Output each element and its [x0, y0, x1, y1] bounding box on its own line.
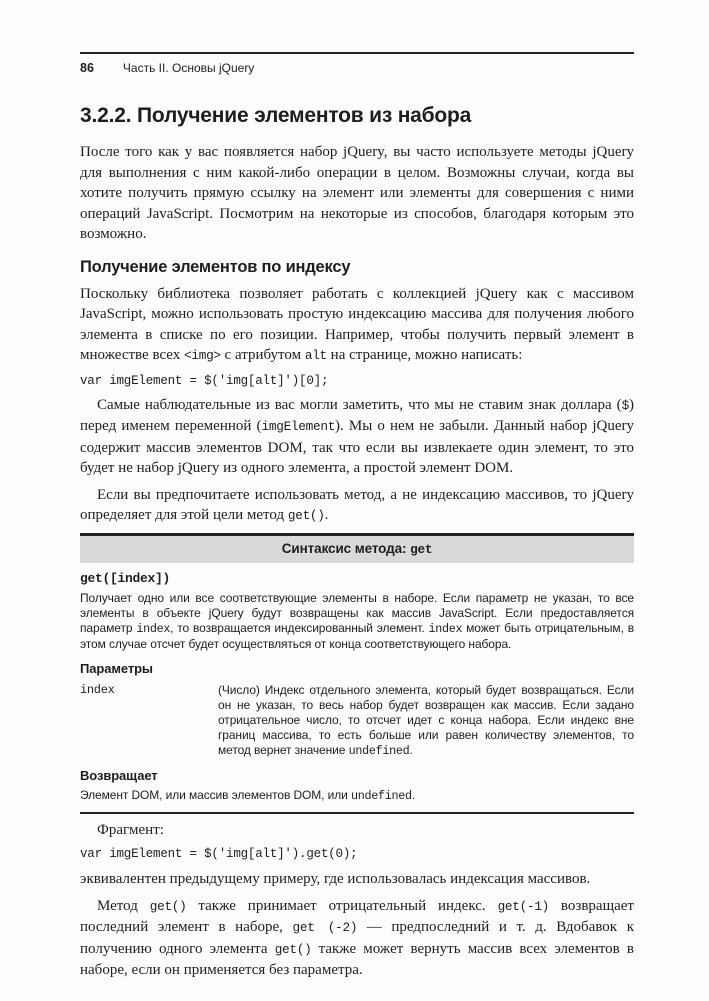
intro-paragraph: После того как у вас появляется набор jQuery, вы часто используете методы jQuery для выполнения с ним какой-либо операции в целом. Возможны случаи, когда вы хотите получить прямую ссылку на элемент или элементы для совершения с ними операций JavaScript. Посмотрим на некоторые из способов, благодаря которым это возможно. — [80, 144, 634, 242]
syntax-box — [80, 533, 634, 814]
method-description: Получает одно или все соответствующие элементы в наборе. Если параметр не указан, то все элементы в объекте jQuery будут возвращены как массив JavaScript. Если предоставляется параметр index, то возвращается индексированный элемент. index может быть отрицательным, в этом случае отсчет будет осуществляться от конца соответствующего набора. — [80, 590, 634, 651]
running-head — [80, 52, 634, 76]
code-snippet-get: var imgElement = $('img[alt]').get(0); — [80, 847, 358, 861]
code-snippet-array-index: var imgElement = $('img[alt]')[0]; — [80, 373, 329, 388]
parameter-name: index — [80, 682, 115, 697]
method-signature: get([index]) — [80, 570, 171, 586]
fragment-label: Фрагмент: — [97, 821, 164, 838]
dollar-paragraph: Самые наблюдательные из вас могли заметить, что мы не ставим знак доллара ($) перед именем переменной (imgElement). Мы о нем не забыли. Данный набор jQuery содержит массив элементов DOM, так что если вы извлекаете один элемент, то это будет не набор jQuery из одного элемента, а простой элемент DOM. — [80, 396, 634, 476]
section-title: 3.2.2. Получение элементов из набора — [80, 104, 472, 127]
running-head-title: Часть II. Основы jQuery — [122, 61, 255, 75]
parameter-row — [80, 683, 634, 759]
equivalent-paragraph: эквивалентен предыдущему примеру, где использовалась индексация массивов. — [80, 871, 591, 887]
subsection-title: Получение элементов по индексу — [80, 257, 351, 276]
page-number: 86 — [80, 61, 94, 75]
syntax-box-header: Синтаксис метода: get — [80, 536, 634, 563]
method-paragraph: Если вы предпочитаете использовать метод, а не индексацию массивов, то jQuery определяет для этой цели метод get(). — [80, 486, 634, 523]
parameter-description: (Число) Индекс отдельного элемента, который будет возвращаться. Если он не указан, то весь набор будет возвращен как массив. Если задано отрицательное число, то отсчет идет с конца набора. Если индекс вне границ массива, то есть больше или равен количеству элементов, то метод вернет значение undefined. — [218, 682, 634, 758]
parameters-label: Параметры — [80, 660, 153, 676]
returns-description: Элемент DOM, или массив элементов DOM, или undefined. — [80, 787, 415, 803]
returns-label: Возвращает — [80, 767, 158, 783]
negative-index-paragraph: Метод get() также принимает отрицательный индекс. get(-1) возвращает последний элемент в наборе, get (-2) — предпоследний и т. д. Вдобавок к получению одного элемента get() также может вернуть массив всех элементов в наборе, если он применяется без параметра. — [80, 897, 635, 978]
index-paragraph: Поскольку библиотека позволяет работать с коллекцией jQuery как с массивом JavaScript, можно использовать простую индексацию массива для получения любого элемента в списке по его позиции. Например, чтобы получить первый элемент в множестве всех <img> с атрибутом alt на странице, можно написать: — [80, 285, 634, 363]
